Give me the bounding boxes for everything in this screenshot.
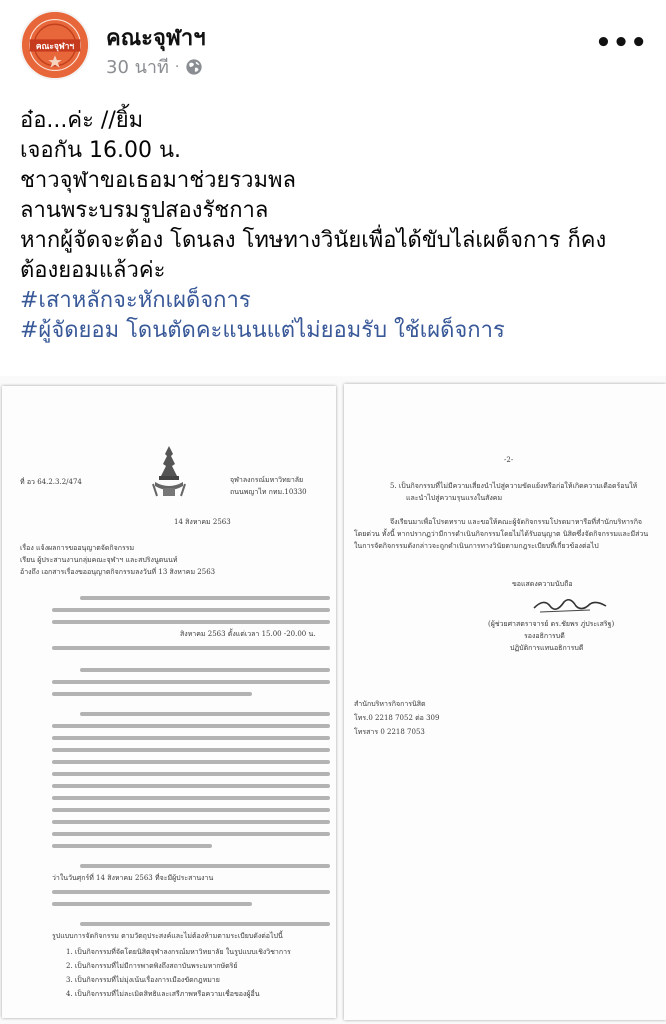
doc-text-line	[80, 668, 330, 672]
doc-signer: (ผู้ช่วยศาสตราจารย์ ดร.ชัยพร ภู่ประเสริฐ)	[488, 620, 615, 628]
doc-para-time: สิงหาคม 2563 ตั้งแต่เวลา 15.00 -20.00 น.	[180, 630, 316, 638]
hashtag-link[interactable]: #เสาหลักจะหักเผด็จการ	[20, 288, 251, 313]
doc-text-line	[52, 724, 330, 728]
doc-para-date: ว่าในวันศุกร์ที่ 14 สิงหาคม 2563 ที่จะมีผู้ประสานงาน	[52, 874, 214, 882]
doc-item: 2. เป็นกิจกรรมที่ไม่มีการพาดพิงถึงสถาบันพระมหากษัตริย์	[66, 962, 238, 970]
doc-text-line	[52, 692, 252, 696]
doc-to: เรียน ผู้ประสานงานกลุ่มคณะจุฬาฯ และสปริงนูตนนท์	[20, 556, 178, 564]
university-emblem-icon	[147, 444, 191, 500]
hashtag-link[interactable]: #ผู้จัดยอม โดนตัดคะแนนแต่ไม่ยอมรับ ใช้เผด็จการ	[20, 318, 505, 343]
doc-text-line	[52, 784, 330, 788]
doc-text-line	[80, 864, 330, 868]
post-line: เจอกัน 16.00 น.	[20, 138, 181, 163]
doc-signer-title: รองอธิการบดี	[524, 632, 565, 640]
doc-text-line	[52, 646, 330, 650]
doc-text-line	[52, 832, 330, 836]
doc-text-line	[52, 680, 330, 684]
doc-text-line	[52, 608, 330, 612]
post-time[interactable]: 30 นาที	[106, 57, 169, 78]
doc-phone: โทร.0 2218 7052 ต่อ 309	[354, 714, 440, 722]
doc-item-5: 5. เป็นกิจกรรมที่ไม่มีความเสี่ยงนำไปสู่ความขัดแย้งหรือก่อให้เกิดความเดือดร้อนให้	[390, 482, 638, 490]
page-logo-icon	[22, 12, 88, 78]
post-photos	[0, 376, 666, 1024]
doc-text-line	[52, 902, 252, 906]
doc-item: 3. เป็นกิจกรรมที่ไม่มุ่งเน้นเรื่องการเมืองขัดกฎหมาย	[66, 976, 220, 984]
post-line: หากผู้จัดจะต้อง โดนลง โทษทางวินัยเพื่อได้ขับไล่เผด็จการ ก็คง	[20, 228, 607, 253]
doc-text-line	[52, 820, 330, 824]
doc-text-line	[80, 922, 330, 926]
doc-item-5-cont: และนำไปสู่ความรุนแรงในสังคม	[406, 494, 503, 502]
doc-org-name: จุฬาลงกรณ์มหาวิทยาลัย	[230, 476, 304, 484]
doc-subject: เรื่อง แจ้งผลการขออนุญาตจัดกิจกรรม	[20, 544, 135, 552]
doc-item: 1. เป็นกิจกรรมที่จัดโดยนิสิตจุฬาลงกรณ์มหาวิทยาลัย ในรูปแบบเชิงวิชาการ	[66, 948, 291, 956]
post-line: อ๋อ...ค่ะ //ยิ้ม	[20, 108, 144, 133]
doc-closing: ขอแสดงความนับถือ	[512, 580, 573, 588]
doc-text-line	[52, 748, 330, 752]
doc-ref-no: ที่ อว 64.2.3.2/474	[20, 478, 82, 486]
doc-text-line	[80, 596, 330, 600]
doc-text-line	[80, 712, 330, 716]
post-message	[20, 106, 660, 346]
document-photo-2[interactable]	[344, 384, 666, 1020]
avatar-text: คณะจุฬาฯ	[35, 40, 75, 51]
doc-para: โดยด่วน ทั้งนี้ หากปรากฏว่ามีการดำเนินกิจกรรมโดยไม่ได้รับอนุญาต นิสิตซึ่งจัดกิจกรรมและมีส่วน	[354, 530, 649, 538]
page-name[interactable]: คณะจุฬาฯ	[106, 26, 206, 51]
doc-para: จึงเรียนมาเพื่อโปรดทราบ และขอให้คณะผู้จัดกิจกรรมโปรดมาหารือที่สำนักบริหารกิจ	[390, 518, 643, 526]
doc-text-line	[52, 890, 330, 894]
doc-item: 4. เป็นกิจกรรมที่ไม่ละเมิดสิทธิและเสรีภาพหรือความเชื่อของผู้อื่น	[66, 990, 260, 998]
doc-page-no: -2-	[504, 456, 514, 464]
doc-org-address: ถนนพญาไท กทม.10330	[230, 488, 307, 496]
doc-text-line	[52, 844, 212, 848]
doc-para: ในการจัดกิจกรรมดังกล่าวจะถูกดำเนินการทางวินัยตามกฎระเบียบที่เกี่ยวข้องต่อไป	[354, 542, 599, 550]
doc-text-line	[52, 796, 330, 800]
post-meta	[106, 52, 203, 81]
doc-text-line	[52, 808, 330, 812]
doc-fax: โทรสาร 0 2218 7053	[354, 728, 425, 736]
post-line: ชาวจุฬาขอเธอมาช่วยรวมพล	[20, 168, 297, 193]
doc-reference: อ้างถึง เอกสารเรื่องขออนุญาตกิจกรรมลงวันที่ 13 สิงหาคม 2563	[20, 568, 216, 576]
post-line: ลานพระบรมรูปสองรัชกาล	[20, 198, 269, 223]
meta-separator: ·	[174, 58, 180, 75]
doc-text-line	[52, 772, 330, 776]
globe-icon[interactable]	[185, 58, 203, 76]
doc-items-intro: รูปแบบการจัดกิจกรรม ตามวัตถุประสงค์และไม่ต้องห้ามตามระเบียบดังต่อไปนี้	[52, 932, 283, 940]
doc-text-line	[52, 760, 330, 764]
doc-text-line	[52, 620, 330, 624]
doc-text-line	[52, 736, 330, 740]
page-avatar[interactable]	[20, 10, 90, 80]
document-photo-1[interactable]	[2, 386, 336, 1018]
more-options-icon[interactable]: •••	[595, 28, 648, 58]
signature-icon	[530, 594, 610, 616]
doc-date: 14 สิงหาคม 2563	[174, 518, 231, 526]
post-header	[0, 0, 666, 90]
doc-signer-role: ปฏิบัติการแทนอธิการบดี	[510, 644, 584, 652]
post-line: ต้องยอมแล้วค่ะ	[20, 258, 166, 283]
doc-office: สำนักบริหารกิจการนิสิต	[354, 700, 426, 708]
